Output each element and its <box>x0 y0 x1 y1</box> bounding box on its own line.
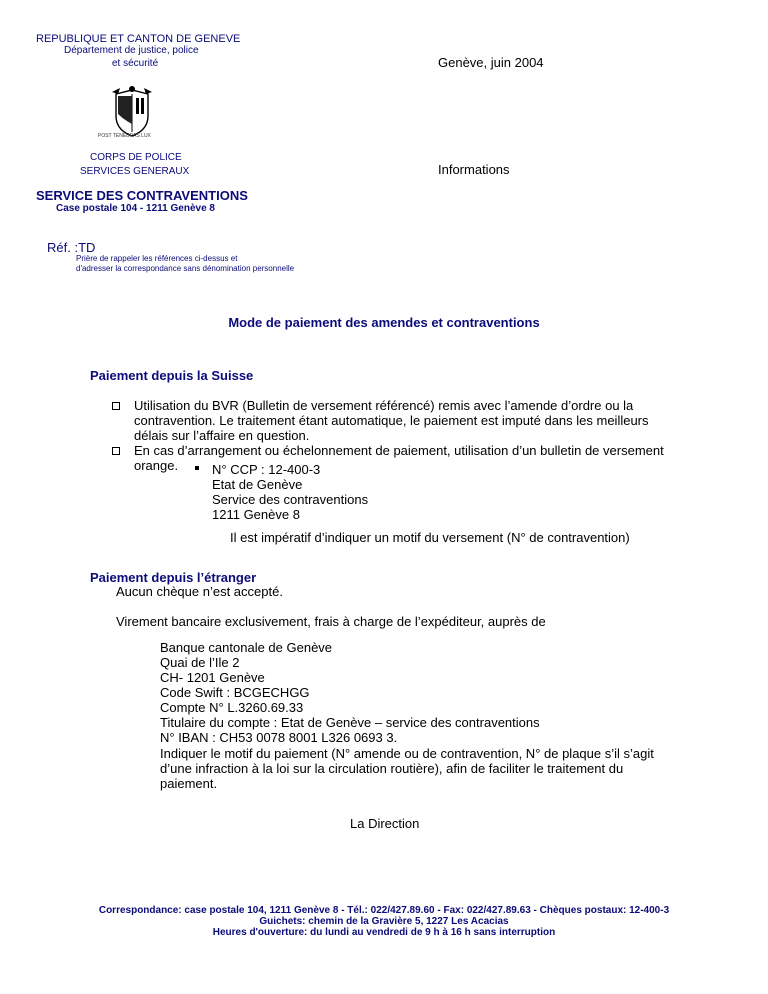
bank-line: Banque cantonale de Genève <box>160 640 333 655</box>
ccp-line: Service des contraventions <box>212 492 369 507</box>
bank-line: Code Swift : BCGECHGG <box>160 685 310 700</box>
footer-line-3: Heures d'ouverture: du lundi au vendredi de 9 h à 16 h sans interruption <box>212 927 556 938</box>
info-label: Informations <box>438 162 510 177</box>
virement-note: Virement bancaire exclusivement, frais à charge de l’expéditeur, auprès de <box>116 614 546 629</box>
footer-line-2: Guichets: chemin de la Gravière 5, 1227 Les Acacias <box>259 916 509 927</box>
ccp-line: Etat de Genève <box>212 477 303 492</box>
republique-heading: REPUBLIQUE ET CANTON DE GENEVE <box>36 33 241 45</box>
imperatif-note: Il est impératif d’indiquer un motif du versement (N° de contravention) <box>230 530 630 545</box>
bank-details <box>160 640 540 745</box>
bank-line: N° IBAN : CH53 0078 8001 L326 0693 3. <box>160 730 398 745</box>
priere-line-1: Prière de rappeler les références ci-dessus et <box>76 254 238 263</box>
bank-line: Titulaire du compte : Etat de Genève – service des contraventions <box>160 715 540 730</box>
bank-line: Compte N° L.3260.69.33 <box>160 700 304 715</box>
departement-line-1: Département de justice, police <box>64 45 199 56</box>
departement-line-2: et sécurité <box>112 58 159 69</box>
suisse-heading: Paiement depuis la Suisse <box>90 368 254 383</box>
bullet-text: Utilisation du BVR (Bulletin de versement référencé) remis avec l’amende d’ordre ou la contravention. Le traitement étant automatique, le paiement est imputé dans les meilleurs délais sur l’affaire en question. <box>134 398 649 443</box>
crest-motto: POST TENEBRAS LUX <box>98 133 151 139</box>
signature: La Direction <box>350 816 420 831</box>
etranger-heading: Paiement depuis l’étranger <box>90 570 257 585</box>
priere-line-2: d'adresser la correspondance sans dénomination personnelle <box>76 264 295 273</box>
bank-line: Quai de l’Ile 2 <box>160 655 240 670</box>
bullet-text: En cas d’arrangement ou échelonnement de paiement, utilisation d’un bulletin de versement orange. <box>134 443 664 473</box>
geneva-crest-icon <box>108 86 156 138</box>
checkbox-bullet-icon <box>112 447 120 455</box>
motif-note: Indiquer le motif du paiement (N° amende ou de contravention, N° de plaque s’il s’agit d’une infraction à la loi sur la circulation routière), afin de faciliter le traitement du paiement. <box>160 746 654 791</box>
place-date: Genève, juin 2004 <box>438 55 544 70</box>
police-line-2: SERVICES GENERAUX <box>80 166 190 177</box>
suisse-bullet-list <box>112 398 672 473</box>
police-line-1: CORPS DE POLICE <box>90 152 182 163</box>
square-bullet-icon <box>195 466 199 470</box>
checkbox-bullet-icon <box>112 402 120 410</box>
ccp-block <box>212 462 368 522</box>
bank-line: CH- 1201 Genève <box>160 670 265 685</box>
footer-line-1: Correspondance: case postale 104, 1211 Genève 8 - Tél.: 022/427.89.60 - Fax: 022/427.89.63 - Chèques postaux: 12-400-3 <box>98 905 670 916</box>
page-title: Mode de paiement des amendes et contraventions <box>228 315 540 330</box>
reference: Réf. :TD <box>47 240 96 255</box>
cheque-note: Aucun chèque n’est accepté. <box>116 584 283 599</box>
case-postale: Case postale 104 - 1211 Genève 8 <box>56 203 215 214</box>
ccp-number: N° CCP : 12-400-3 <box>212 462 321 477</box>
ccp-line: 1211 Genève 8 <box>212 507 300 522</box>
list-item <box>112 398 672 443</box>
service-heading: SERVICE DES CONTRAVENTIONS <box>36 188 248 203</box>
